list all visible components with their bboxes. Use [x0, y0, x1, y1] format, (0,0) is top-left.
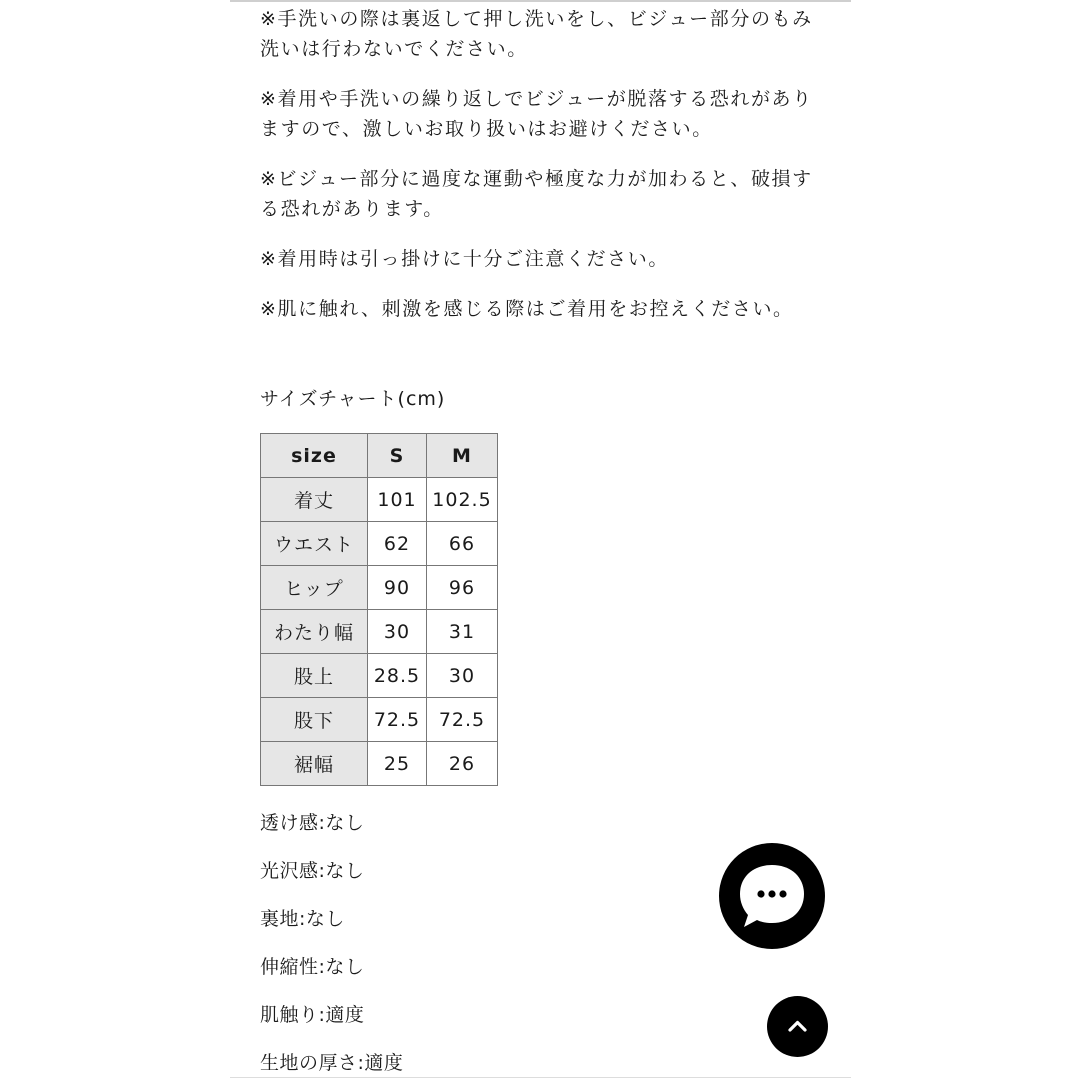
table-row: [261, 654, 498, 698]
value-s: 28.5: [368, 654, 427, 698]
value-s: 72.5: [368, 698, 427, 742]
value-s: 30: [368, 610, 427, 654]
row-label: わたり幅: [261, 610, 368, 654]
header-s: S: [368, 434, 427, 478]
chat-button[interactable]: [719, 843, 825, 949]
property-item: 肌触り:適度: [260, 1004, 365, 1026]
value-s: 101: [368, 478, 427, 522]
care-note: ※手洗いの際は裏返して押し洗いをし、ビジュー部分のもみ洗いは行わないでください。: [260, 8, 813, 60]
care-note: ※肌に触れ、刺激を感じる際はご着用をお控えください。: [260, 298, 794, 320]
value-m: 30: [427, 654, 498, 698]
table-row: [261, 610, 498, 654]
size-chart-title: サイズチャート(cm): [260, 388, 446, 410]
property-item: 透け感:なし: [260, 812, 365, 834]
property-item: 光沢感:なし: [260, 860, 365, 882]
table-row: [261, 698, 498, 742]
care-note: ※着用時は引っ掛けに十分ご注意ください。: [260, 248, 669, 270]
value-s: 90: [368, 566, 427, 610]
value-m: 72.5: [427, 698, 498, 742]
row-label: 着丈: [261, 478, 368, 522]
scroll-to-top-button[interactable]: [767, 996, 828, 1057]
care-note: ※着用や手洗いの繰り返しでビジューが脱落する恐れがありますので、激しいお取り扱いはお避けください。: [260, 88, 813, 140]
top-divider: [230, 0, 851, 2]
property-item: 裏地:なし: [260, 908, 345, 930]
property-item: 伸縮性:なし: [260, 956, 365, 978]
value-s: 62: [368, 522, 427, 566]
chevron-up-icon: [767, 996, 828, 1057]
table-header-row: [261, 434, 498, 478]
row-label: 股上: [261, 654, 368, 698]
value-m: 66: [427, 522, 498, 566]
value-s: 25: [368, 742, 427, 786]
table-row: [261, 566, 498, 610]
table-row: [261, 742, 498, 786]
row-label: ウエスト: [261, 522, 368, 566]
row-label: ヒップ: [261, 566, 368, 610]
bottom-divider: [230, 1077, 851, 1078]
value-m: 96: [427, 566, 498, 610]
table-row: [261, 522, 498, 566]
care-notes: [260, 4, 830, 324]
chat-bubble-ellipsis-icon: [719, 843, 825, 949]
value-m: 102.5: [427, 478, 498, 522]
header-size: size: [261, 434, 368, 478]
table-row: [261, 478, 498, 522]
value-m: 26: [427, 742, 498, 786]
header-m: M: [427, 434, 498, 478]
care-note: ※ビジュー部分に過度な運動や極度な力が加わると、破損する恐れがあります。: [260, 168, 813, 220]
row-label: 股下: [261, 698, 368, 742]
value-m: 31: [427, 610, 498, 654]
size-chart-table: [260, 433, 498, 786]
property-item: 生地の厚さ:適度: [260, 1052, 404, 1074]
row-label: 裾幅: [261, 742, 368, 786]
